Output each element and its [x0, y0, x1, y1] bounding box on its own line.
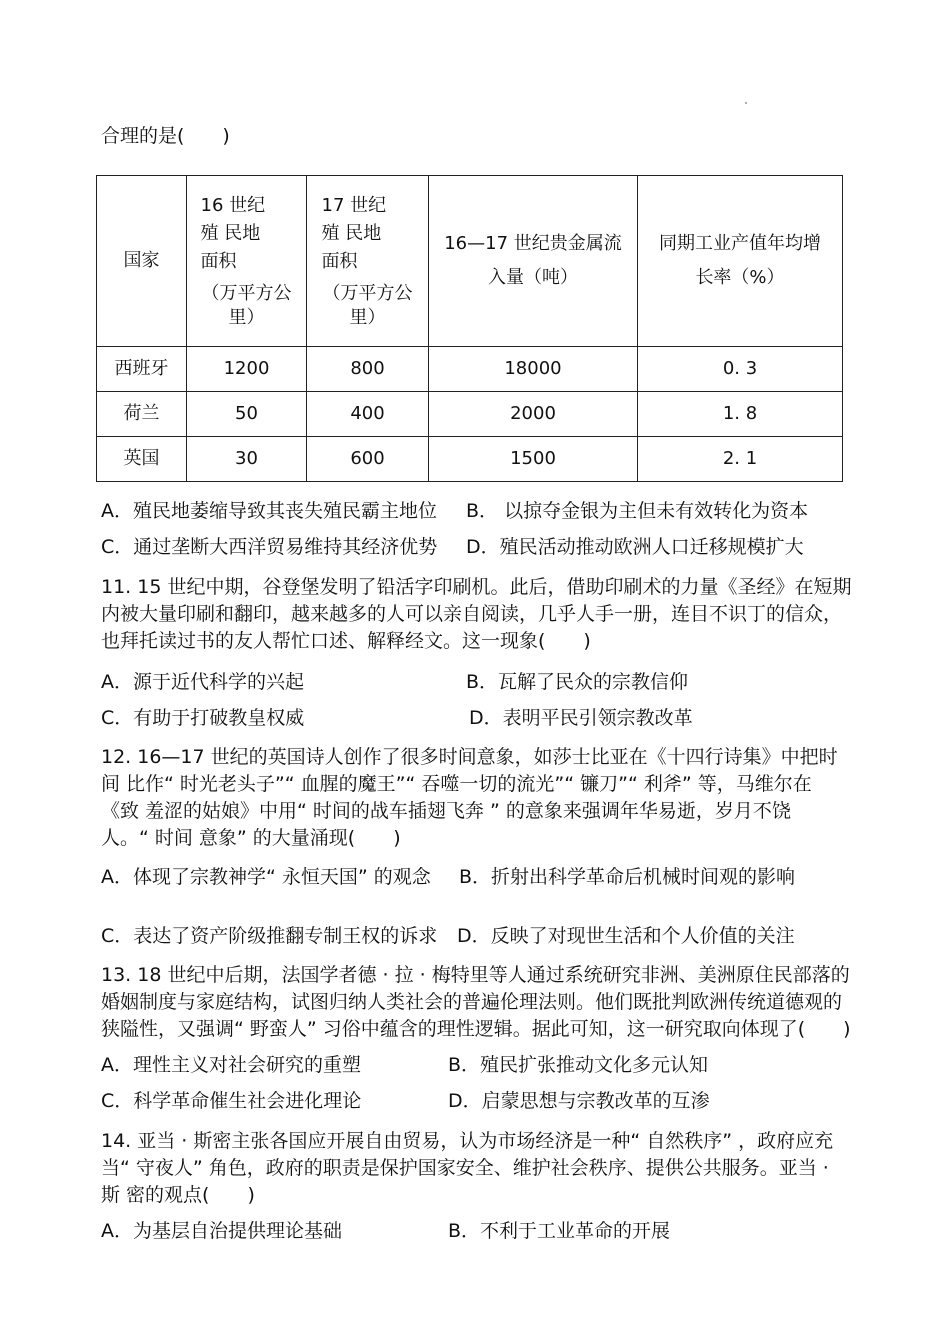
q12-option-d[interactable]: D．反映了对现世生活和个人价值的关注 [457, 925, 795, 947]
colonial-data-table [96, 175, 843, 482]
q11-stem-line: 11. 15 世纪中期，谷登堡发明了铅活字印刷机。此后，借助印刷术的力量《圣经》在短期 [101, 576, 852, 598]
table-row [97, 437, 843, 482]
table-row [97, 392, 843, 437]
table-header-row [97, 176, 843, 347]
q13-stem-line: 13. 18 世纪中后期，法国学者德 · 拉 · 梅特里等人通过系统研究非洲、美洲原住民部落的 [101, 964, 850, 986]
q13-option-a[interactable]: A．理性主义对社会研究的重塑 [101, 1054, 361, 1076]
q11-option-b[interactable]: B．瓦解了民众的宗教信仰 [466, 671, 689, 693]
header-country: 国家 [97, 176, 187, 347]
stray-dot [745, 102, 747, 104]
cell-metal: 2000 [429, 392, 638, 437]
cell-growth: 1. 8 [638, 392, 843, 437]
q14-stem-line: 当“ 守夜人” 角色，政府的职责是保护国家安全、维护社会秩序、提供公共服务。亚当 · [101, 1157, 829, 1179]
q11-option-a[interactable]: A．源于近代科学的兴起 [101, 671, 304, 693]
q13-stem-line: 狭隘性，又强调“ 野蛮人” 习俗中蕴含的理性逻辑。据此可知，这一研究取向体现了( ) [101, 1018, 851, 1040]
q12-option-c[interactable]: C．表达了资产阶级推翻专制王权的诉求 [101, 925, 438, 947]
cell-metal: 1500 [429, 437, 638, 482]
q13-option-b[interactable]: B．殖民扩张推动文化多元认知 [448, 1054, 709, 1076]
q14-option-a[interactable]: A．为基层自治提供理论基础 [101, 1220, 342, 1242]
cell-16c-area: 30 [187, 437, 307, 482]
q14-stem-line: 14. 亚当 · 斯密主张各国应开展自由贸易，认为市场经济是一种“ 自然秩序” ，政府应充 [101, 1130, 834, 1152]
cell-growth: 2. 1 [638, 437, 843, 482]
q11-option-d[interactable]: D．表明平民引领宗教改革 [469, 707, 693, 729]
q12-stem-line: 12. 16—17 世纪的英国诗人创作了很多时间意象，如莎士比亚在《十四行诗集》中把时 [101, 746, 838, 768]
header-17c-area: 17 世纪 殖 民地 面积 （万平方公里） [307, 176, 429, 347]
q11-stem-line: 也拜托读过书的友人帮忙口述、解释经文。这一现象( ) [101, 630, 591, 652]
header-16c-area: 16 世纪 殖 民地 面积 （万平方公里） [187, 176, 307, 347]
q13-stem-line: 婚姻制度与家庭结构，试图归纳人类社会的普遍伦理法则。他们既批判欧洲传统道德观的 [101, 991, 843, 1013]
cell-country: 英国 [97, 437, 187, 482]
cell-country: 荷兰 [97, 392, 187, 437]
q13-option-d[interactable]: D．启蒙思想与宗教改革的互渗 [448, 1090, 710, 1112]
q14-option-b[interactable]: B．不利于工业革命的开展 [448, 1220, 671, 1242]
q11-option-c[interactable]: C．有助于打破教皇权威 [101, 707, 305, 729]
q10-option-d[interactable]: D．殖民活动推动欧洲人口迁移规模扩大 [466, 536, 804, 558]
question-stem-tail: 合理的是( ) [101, 125, 230, 147]
q13-option-c[interactable]: C．科学革命催生社会进化理论 [101, 1090, 362, 1112]
q12-stem-line: 《致 羞涩的姑娘》中用“ 时间的战车插翅飞奔 ” 的意象来强调年华易逝，岁月不饶 [101, 800, 791, 822]
q12-option-a[interactable]: A．体现了宗教神学“ 永恒天国” 的观念 [101, 866, 431, 888]
cell-17c-area: 400 [307, 392, 429, 437]
q10-option-c[interactable]: C．通过垄断大西洋贸易维持其经济优势 [101, 536, 438, 558]
cell-17c-area: 600 [307, 437, 429, 482]
table-row [97, 347, 843, 392]
cell-country: 西班牙 [97, 347, 187, 392]
q12-stem-line: 人。“ 时间 意象” 的大量涌现( ) [101, 827, 401, 849]
q10-option-b[interactable]: B． 以掠夺金银为主但未有效转化为资本 [466, 500, 809, 522]
q11-stem-line: 内被大量印刷和翻印，越来越多的人可以亲自阅读，几乎人手一册，连目不识丁的信众， [101, 603, 843, 625]
cell-growth: 0. 3 [638, 347, 843, 392]
header-industrial-growth: 同期工业产值年均增 长率（%） [638, 176, 843, 347]
cell-16c-area: 50 [187, 392, 307, 437]
q12-option-b[interactable]: B．折射出科学革命后机械时间观的影响 [459, 866, 796, 888]
header-precious-metal: 16—17 世纪贵金属流 入量（吨） [429, 176, 638, 347]
q10-option-a[interactable]: A．殖民地萎缩导致其丧失殖民霸主地位 [101, 500, 437, 522]
cell-17c-area: 800 [307, 347, 429, 392]
q12-stem-line: 间 比作“ 时光老头子”“ 血腥的魔王”“ 吞噬一切的流光”“ 镰刀”“ 利斧” 等，马维尔在 [101, 773, 812, 795]
cell-metal: 18000 [429, 347, 638, 392]
q14-stem-line: 斯 密的观点( ) [101, 1184, 255, 1206]
cell-16c-area: 1200 [187, 347, 307, 392]
